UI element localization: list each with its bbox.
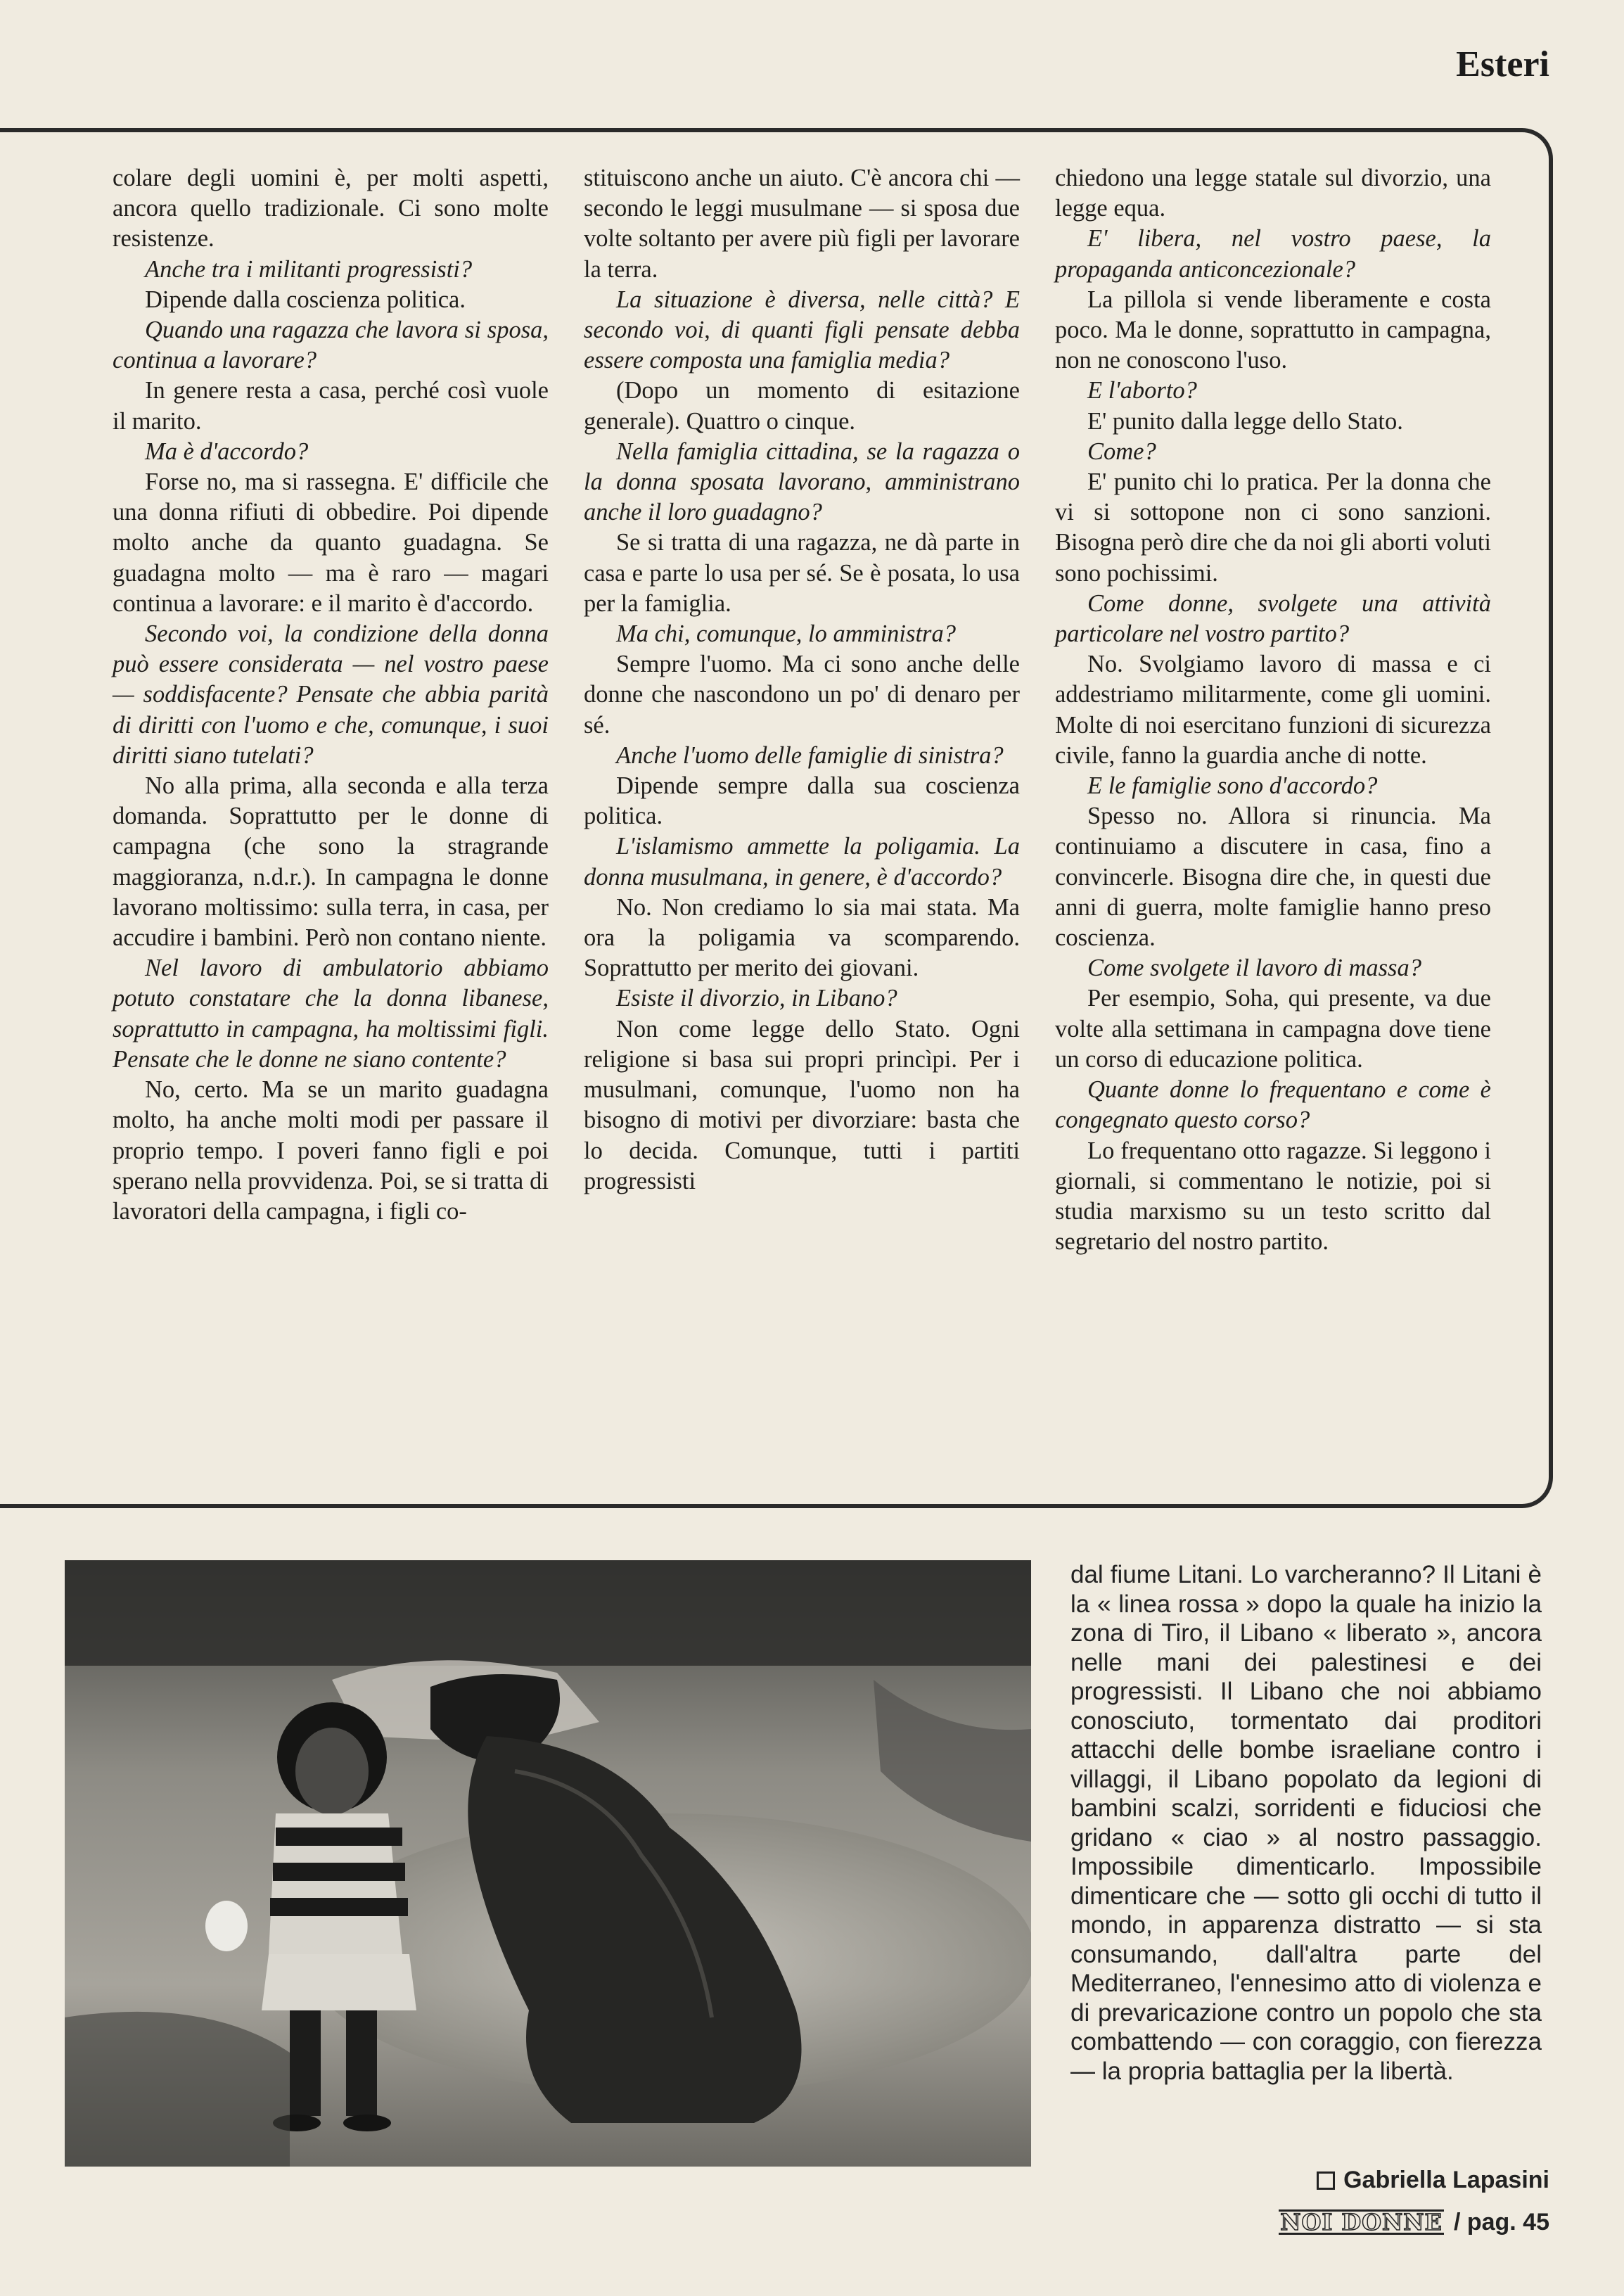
interview-answer: Forse no, ma si rassegna. E' difficile che una donna rifiuti di obbedire. Poi dipende molto anche da quanto guadagna. Se guadagna molto — ma è raro — magari continua a lavorare: e il marito è d'accordo.: [113, 468, 549, 617]
interview-answer: chiedono una legge statale sul divorzio, una legge equa.: [1055, 165, 1491, 222]
interview-question: E le famiglie sono d'accordo?: [1087, 772, 1378, 800]
end-mark-square-icon: [1317, 2171, 1335, 2190]
interview-answer: E' punito chi lo pratica. Per la donna che vi si sottopone non ci sono sanzioni. Bisogna però dire che da noi gli aborti voluti sono pochissimi.: [1055, 468, 1491, 587]
section-title: Esteri: [1456, 44, 1549, 84]
magazine-logo: NOI DONNE: [1280, 2209, 1443, 2236]
author-name: Gabriella Lapasini: [1343, 2167, 1549, 2193]
interview-answer: Dipende sempre dalla sua coscienza politica.: [584, 772, 1020, 830]
interview-question: Secondo voi, la condizione della donna può essere considerata — nel vostro paese — soddisfacente? Pensate che abbia parità di diritti con l'uomo e che, comunque, i suoi diritti siano tutelati?: [113, 620, 549, 769]
interview-column-1: [113, 163, 549, 1227]
interview-question: Come donne, svolgete una attività particolare nel vostro partito?: [1055, 589, 1491, 648]
interview-question: Quando una ragazza che lavora si sposa, continua a lavorare?: [113, 317, 549, 374]
interview-answer: In genere resta a casa, perché così vuole il marito.: [113, 377, 549, 435]
page-footer: [1279, 2209, 1549, 2236]
interview-question: Nella famiglia cittadina, se la ragazza o la donna sposata lavorano, amministrano anche il loro guadagno?: [584, 438, 1020, 526]
byline: [1317, 2167, 1549, 2194]
interview-answer: stituiscono anche un aiuto. C'è ancora chi — secondo le leggi musulmane — si sposa due volte soltanto per avere più figli per lavorare la terra.: [584, 165, 1020, 283]
interview-question: Esiste il divorzio, in Libano?: [616, 985, 897, 1012]
interview-answer: Dipende dalla coscienza politica.: [145, 286, 466, 313]
interview-answer: Lo frequentano otto ragazze. Si leggono i giornali, si commentano le notizie, poi si studia marxismo su un testo scritto dal segretario del nostro partito.: [1055, 1137, 1491, 1256]
interview-answer: No. Svolgiamo lavoro di massa e ci addestriamo militarmente, come gli uomini. Molte di noi esercitano funzioni di sicurezza civile, fanno la guardia anche di notte.: [1055, 651, 1491, 769]
interview-question: Ma è d'accordo?: [145, 438, 309, 465]
interview-answer: No alla prima, alla seconda e alla terza domanda. Soprattutto per le donne di campagna (che sono la stragrande maggioranza, n.d.r.). In campagna le donne lavorano moltissimo: sulla terra, in casa, per accudire i bambini. Però non contano niente.: [113, 772, 549, 952]
interview-column-3: [1055, 163, 1491, 1257]
interview-question: Come svolgete il lavoro di massa?: [1087, 955, 1421, 982]
interview-answer: No, certo. Ma se un marito guadagna molto, ha anche molti modi per passare il proprio tempo. I poveri fanno figli e poi sperano nella provvidenza. Poi, se si tratta di lavoratori della campagna, i figli co-: [113, 1076, 549, 1225]
interview-question: E' libera, nel vostro paese, la propaganda anticoncezionale?: [1055, 225, 1491, 283]
interview-column-2: [584, 163, 1020, 1197]
interview-question: La situazione è diversa, nelle città? E secondo voi, di quanti figli pensate debba essere composta una famiglia media?: [584, 286, 1020, 374]
interview-answer: colare degli uomini è, per molti aspetti, ancora quello tradizionale. Ci sono molte resistenze.: [113, 165, 549, 253]
interview-answer: Non come legge dello Stato. Ogni religione si basa sui propri princìpi. Per i musulmani, comunque, l'uomo non ha bisogno di motivi per divorziare: basta che lo decida. Comunque, tutti i partiti progressisti: [584, 1015, 1020, 1194]
interview-question: Nel lavoro di ambulatorio abbiamo potuto constatare che la donna libanese, soprattutto in campagna, ha moltissimi figli. Pensate che le donne ne siano contente?: [113, 955, 549, 1073]
interview-question: Ma chi, comunque, lo amministra?: [616, 620, 956, 648]
article-text: [1070, 1560, 1542, 2086]
interview-answer: E' punito dalla legge dello Stato.: [1087, 407, 1403, 435]
interview-answer: Sempre l'uomo. Ma ci sono anche delle donne che nascondono un po' di denaro per sé.: [584, 651, 1020, 739]
article-paragraph: dal fiume Litani. Lo varcheranno? Il Litani è la « linea rossa » dopo la quale ha inizio la zona di Tiro, il Libano « liberato », ancora nelle mani dei palestinesi e dei progressisti. Il Libano che noi abbiamo conosciuto, tormentato dai proditori attacchi delle bombe israeliane contro i villaggi, il Libano popolato da legioni di bambini scalzi, sorridenti e fiduciosi che gridano « ciao » al nostro passaggio. Impossibile dimenticarlo. Impossibile dimenticare che — sotto gli occhi di tutto il mondo, in apparenza distratto — si sta consumando, dall'altra parte del Mediterraneo, l'ennesimo atto di violenza e di prevaricazione contro un popolo che sta combattendo — con coraggio, con fierezza — la propria battaglia per la libertà.: [1070, 1561, 1542, 2085]
page-number: / pag. 45: [1453, 2209, 1549, 2236]
interview-answer: Per esempio, Soha, qui presente, va due volte alla settimana in campagna dove tiene un corso di educazione politica.: [1055, 985, 1491, 1073]
interview-question: Anche tra i militanti progressisti?: [145, 255, 473, 283]
interview-answer: Se si tratta di una ragazza, ne dà parte in casa e parte lo usa per sé. Se è posata, lo usa per la famiglia.: [584, 529, 1020, 617]
interview-question: L'islamismo ammette la poligamia. La donna musulmana, in genere, è d'accordo?: [584, 833, 1020, 891]
interview-answer: Spesso no. Allora si rinuncia. Ma continuiamo a discutere in casa, fino a convincerle. Bisogna dire che, in questi due anni di guerra, molte famiglie hanno preso coscienza.: [1055, 803, 1491, 952]
interview-question: E l'aborto?: [1087, 377, 1197, 404]
interview-question: Anche l'uomo delle famiglie di sinistra?: [616, 741, 1004, 769]
news-photo: [65, 1560, 1031, 2167]
interview-answer: La pillola si vende liberamente e costa poco. Ma le donne, soprattutto in campagna, non ne conoscono l'uso.: [1055, 286, 1491, 374]
interview-answer: (Dopo un momento di esitazione generale). Quattro o cinque.: [584, 377, 1020, 435]
interview-question: Come?: [1087, 438, 1156, 465]
interview-question: Quante donne lo frequentano e come è congegnato questo corso?: [1055, 1076, 1491, 1134]
interview-answer: No. Non crediamo lo sia mai stata. Ma ora la poligamia va scomparendo. Soprattutto per merito dei giovani.: [584, 893, 1020, 982]
